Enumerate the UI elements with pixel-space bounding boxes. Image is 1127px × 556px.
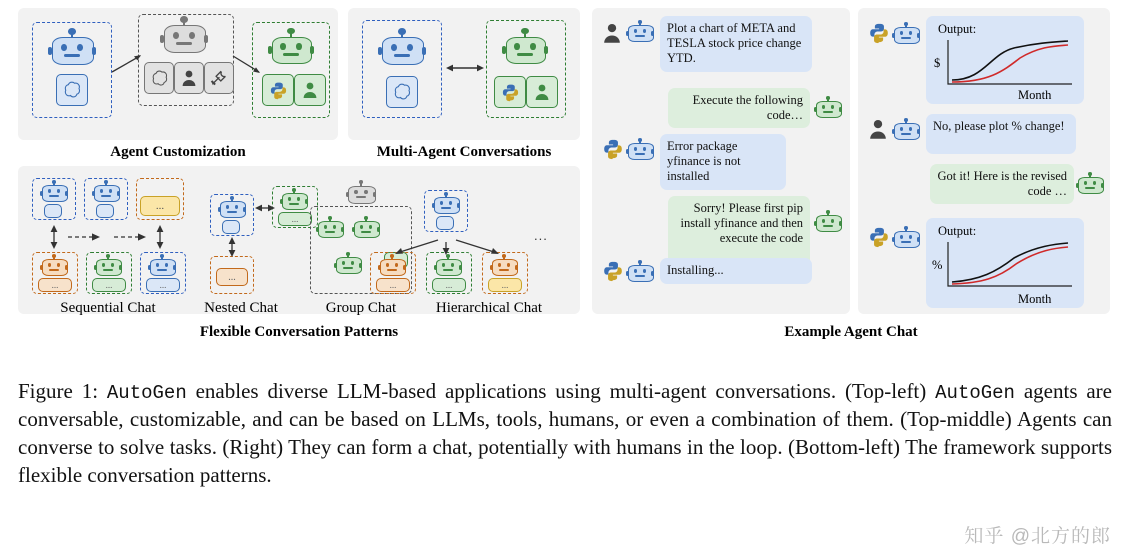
robot-icon — [40, 254, 68, 278]
robot-icon — [892, 118, 920, 142]
sequential-arrows — [30, 224, 190, 250]
python-icon — [262, 74, 294, 106]
ellipsis-label: ... — [159, 280, 167, 290]
robot-icon — [92, 180, 120, 204]
hierarchical-arrows — [366, 228, 546, 258]
caption-text-1: enables diverse LLM-based applications using multi-agent conversations. (Top-left) — [186, 379, 936, 403]
ellipsis-icon — [376, 278, 410, 292]
chat-message: Error package yfinance is not installed — [660, 134, 786, 190]
plot-ylabel-1: $ — [934, 56, 941, 70]
python-icon — [868, 22, 890, 44]
panel-example-chat-caption: Example Agent Chat — [784, 324, 918, 340]
chat-message: Plot a chart of META and TESLA stock price change YTD. — [660, 16, 812, 72]
llm-model-icon — [56, 74, 88, 106]
hierarchical-ellipsis: ... — [534, 228, 548, 243]
caption-text-2: agents are conversable, customizable, and can be based on LLMs, tools, humans, or even a combination of them. (Top-middle) Agents can converse to solve tasks. (Right) They can form a chat, potentially with humans in the loop. (Bottom-left) The framework supports flexible conversation patterns. — [18, 379, 1112, 488]
output-label-2: Output: — [938, 224, 977, 238]
plot-axes-1 — [944, 38, 1076, 90]
llm-model-icon — [144, 62, 174, 94]
llm-model-icon — [44, 204, 62, 218]
ellipsis-icon — [488, 278, 522, 292]
pattern-label-sequential: Sequential Chat — [60, 300, 156, 316]
pattern-label-nested: Nested Chat — [204, 300, 278, 316]
ellipsis-icon — [92, 278, 126, 292]
plot-axes-2 — [944, 240, 1076, 292]
robot-icon — [378, 28, 426, 70]
arrow-bidirectional — [444, 60, 486, 76]
robot-icon — [160, 16, 208, 58]
panel-flexible-caption: Flexible Conversation Patterns — [199, 324, 399, 340]
watermark: 知乎 @北方的郎 — [964, 526, 1111, 547]
plot-xlabel-1: Month — [1018, 88, 1052, 102]
ellipsis-icon — [432, 278, 466, 292]
robot-icon — [1076, 172, 1104, 196]
chat-avatar-user — [602, 22, 622, 44]
ellipsis-label: ... — [445, 280, 453, 290]
panel-agent-customization-caption: Agent Customization — [110, 144, 246, 160]
robot-icon — [334, 252, 362, 276]
python-icon — [602, 138, 624, 160]
robot-icon — [48, 28, 96, 70]
robot-icon — [40, 180, 68, 204]
chat-message: Sorry! Please first pip install yfinance and then execute the code — [668, 196, 810, 266]
ellipsis-label: ... — [51, 280, 59, 290]
python-icon — [602, 260, 624, 282]
chat-message: No, please plot % change! — [926, 114, 1076, 154]
python-icon — [494, 76, 526, 108]
ellipsis-label: ... — [501, 280, 509, 290]
robot-icon — [502, 28, 548, 68]
tools-icon — [204, 62, 234, 94]
robot-icon — [148, 254, 176, 278]
robot-icon — [346, 180, 376, 206]
robot-icon — [268, 28, 314, 68]
chat-message: Installing... — [660, 258, 812, 284]
ellipsis-icon — [38, 278, 72, 292]
caption-autogen-1: AutoGen — [106, 382, 187, 404]
python-icon — [868, 226, 890, 248]
ellipsis-icon — [146, 278, 180, 292]
ellipsis-label: ... — [228, 271, 236, 283]
pattern-label-hierarchical: Hierarchical Chat — [435, 300, 543, 316]
robot-icon — [626, 260, 654, 284]
person-icon — [174, 62, 204, 94]
arrow-left-to-center — [110, 50, 144, 76]
ellipsis-label: ... — [155, 200, 165, 212]
person-icon — [526, 76, 558, 108]
robot-icon — [814, 210, 842, 234]
panel-multi-agent-caption: Multi-Agent Conversations — [376, 144, 552, 160]
robot-icon — [432, 192, 460, 216]
llm-model-icon — [386, 76, 418, 108]
person-icon — [294, 74, 326, 106]
chat-message: Execute the following code… — [668, 88, 810, 128]
figure-caption — [18, 378, 1112, 490]
robot-icon — [626, 20, 654, 44]
robot-icon — [892, 226, 920, 250]
chat-message: Got it! Here is the revised code … — [930, 164, 1074, 204]
output-label-1: Output: — [938, 22, 977, 36]
nested-arrows — [206, 186, 326, 298]
pattern-label-group: Group Chat — [325, 300, 397, 316]
plot-ylabel-2: % — [932, 258, 943, 272]
caption-prefix: Figure 1: — [18, 379, 99, 403]
chat-avatar-user — [868, 118, 888, 140]
plot-xlabel-2: Month — [1018, 292, 1052, 306]
robot-icon — [814, 96, 842, 120]
ellipsis-icon — [140, 196, 180, 216]
arrow-center-to-right — [232, 50, 262, 76]
caption-autogen-2: AutoGen — [935, 382, 1015, 404]
robot-icon — [94, 254, 122, 278]
llm-model-icon — [96, 204, 114, 218]
robot-icon — [316, 216, 344, 240]
robot-icon — [626, 138, 654, 162]
ellipsis-label: ... — [105, 280, 113, 290]
ellipsis-label: ... — [389, 280, 397, 290]
ellipsis-label: ... — [291, 214, 299, 224]
robot-icon — [892, 22, 920, 46]
